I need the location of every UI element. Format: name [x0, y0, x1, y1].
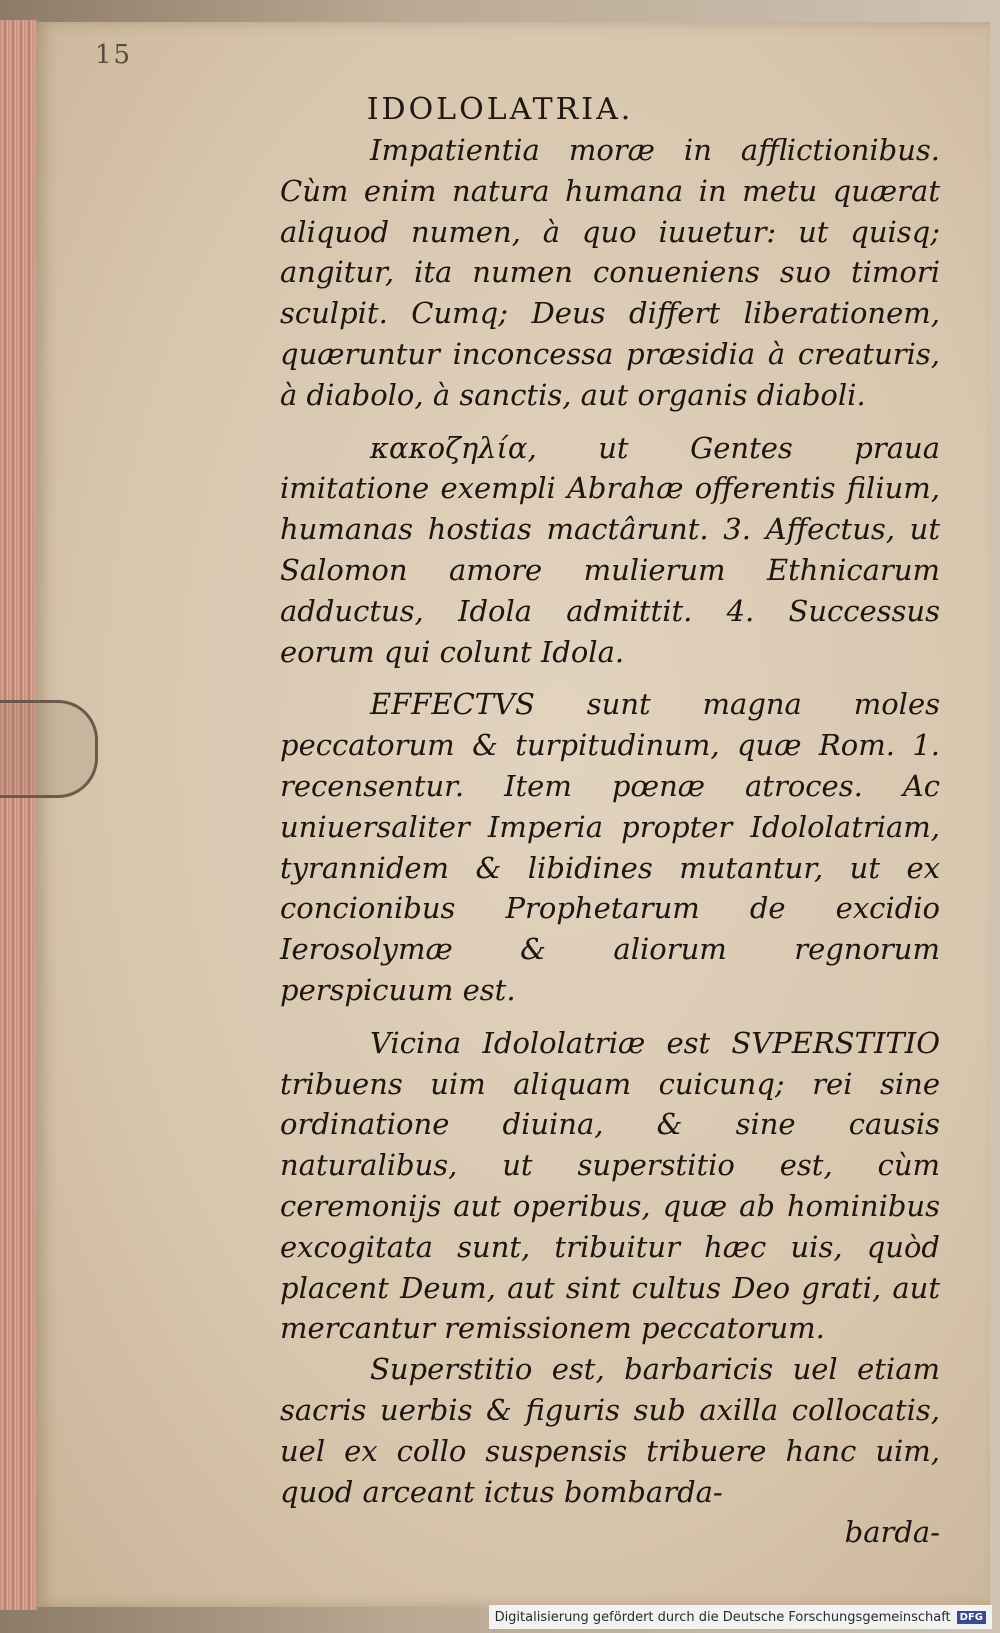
dfg-logo-icon: DFG	[957, 1611, 986, 1624]
paragraph-5: Superstitio est, barbaricis uel etiam sacris uerbis & figuris sub axilla collocatis, uel ex collo suspensis tribuere hanc uim, quod arceant ictus bombarda-	[280, 1352, 940, 1509]
paragraph-3: EFFECTVS sunt magna moles peccatorum & turpitudinum, quæ Rom. 1. recensentur. Item pœnæ atroces. Ac uniuersaliter Imperia propter Idololatriam, tyrannidem & libidines mutantur, ut ex concionibus Prophetarum de excidio Ierosolymæ & aliorum regnorum perspicuum est.	[280, 687, 940, 1007]
page-edges	[0, 20, 38, 1610]
paragraph-2: κακοζηλία, ut Gentes praua imitatione exempli Abrahæ offerentis filium, humanas hostias mactârunt. 3. Affectus, ut Salomon amore mulierum Ethnicarum adductus, Idola admittit. 4. Successus eorum qui colunt Idola.	[280, 430, 940, 669]
paragraph-4: Vicina Idololatriæ est SVPERSTITIO tribuens uim aliquam cuicunq; rei sine ordinatione diuina, & sine causis naturalibus, ut superstitio est, cùm ceremonijs aut operibus, quæ ab hominibus excogitata sunt, tribuitur hæc uis, quòd placent Deum, aut sint cultus Deo grati, aut mercantur remissionem peccatorum.	[280, 1025, 940, 1346]
catchword: barda-	[844, 1515, 940, 1550]
footer-text: Digitalisierung gefördert durch die Deutsche Forschungsgemeinschaft	[494, 1609, 951, 1625]
text-block	[280, 130, 940, 1553]
digitization-footer	[489, 1605, 992, 1629]
running-head: IDOLOLATRIA.	[366, 92, 634, 127]
clasp-shape	[0, 700, 98, 798]
paragraph-1: Impatientia moræ in afflictionibus. Cùm enim natura humana in metu quærat aliquod numen, à quo iuuetur: ut quisq; angitur, ita numen conueniens suo timori sculpit. Cumq; Deus differt liberationem, quæruntur inconcessa præsidia à creaturis, à diabolo, à sanctis, aut organis diaboli.	[280, 133, 940, 412]
folio-number: 15	[95, 40, 133, 70]
